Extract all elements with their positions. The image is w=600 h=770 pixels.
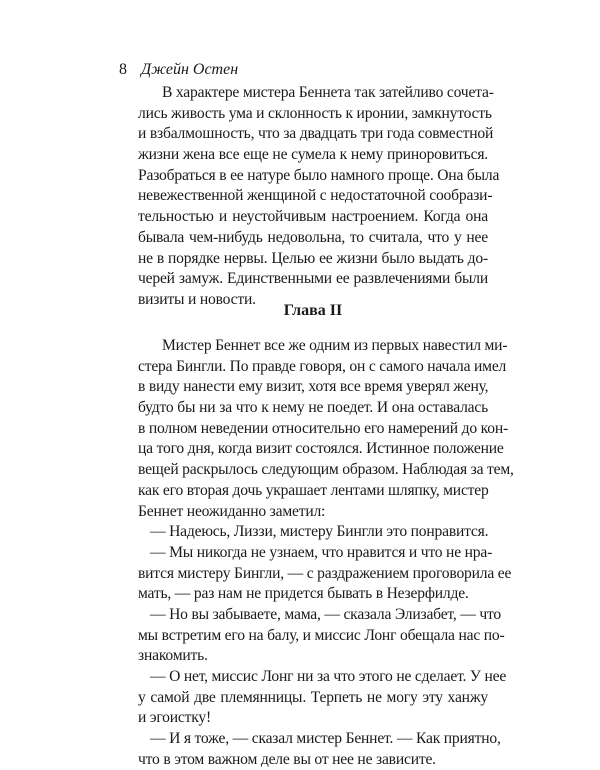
text-line: знакомить. bbox=[138, 647, 208, 665]
chapter-title: Глава II bbox=[283, 302, 343, 319]
text-line: в виду нанести ему визит, хотя все время уверял жену, bbox=[138, 378, 489, 396]
text-line: вещей раскрылось следующим образом. Наблюдая за тем, bbox=[138, 461, 514, 479]
text-line: у самой две племянницы. Терпеть не могу эту ханжу bbox=[138, 688, 488, 706]
dialogue-line: — И я тоже, — сказал мистер Беннет. — Как приятно, bbox=[150, 730, 501, 748]
text-line: стера Бингли. По правде говоря, он с самого начала имел bbox=[138, 357, 507, 375]
text-line: мать, — раз нам не придется бывать в Незерфилде. bbox=[138, 585, 469, 603]
text-line: Мистер Беннет все же одним из первых навестил ми- bbox=[162, 337, 508, 354]
dialogue-line: — Но вы забываете, мама, — сказала Элизабет, — что bbox=[150, 605, 501, 623]
text-line: и эгоистку! bbox=[138, 709, 211, 727]
running-header-author: Джейн Остен bbox=[141, 61, 239, 78]
text-line: мы встретим его на балу, и миссис Лонг обещала нас по- bbox=[138, 626, 505, 644]
page-number: 8 bbox=[119, 61, 127, 78]
text-line: лись живость ума и склонность к иронии, замкнутость bbox=[138, 104, 492, 122]
text-line: и взбалмошность, что за двадцать три года совместной bbox=[138, 125, 494, 143]
dialogue-line: — Надеюсь, Лиззи, мистеру Бингли это понравится. bbox=[150, 523, 489, 541]
text-line: тельностью и неустойчивым настроением. Когда она bbox=[138, 208, 488, 226]
text-line: будто бы ни за что к нему не поедет. И она оставалась bbox=[138, 399, 488, 417]
text-line: что в этом важном деле вы от нее не зависите. bbox=[138, 750, 436, 768]
text-line: Беннет неожиданно заметил: bbox=[138, 502, 326, 520]
text-line: бывала чем-нибудь недовольна, то считала, что у нее bbox=[138, 228, 488, 246]
text-line: невежественной женщиной с недостаточной сообрази- bbox=[138, 187, 493, 205]
text-line: вится мистеру Бингли, — с раздражением проговорила ее bbox=[138, 564, 512, 582]
text-line: не в порядке нервы. Целью ее жизни было выдать до- bbox=[138, 249, 488, 267]
chapter-body-text bbox=[138, 336, 514, 770]
text-line: В характере мистера Беннета так затейливо сочета- bbox=[162, 84, 494, 101]
text-line: как его вторая дочь украшает лентами шляпку, мистер bbox=[138, 481, 489, 499]
text-line: черей замуж. Единственными ее развлечениями были bbox=[138, 270, 488, 288]
text-line: визиты и новости. bbox=[138, 290, 256, 308]
text-line: в полном неведении относительно его намерений до кон- bbox=[138, 419, 508, 437]
dialogue-line: — Мы никогда не узнаем, что нравится и что не нра- bbox=[150, 543, 493, 561]
text-line: ца того дня, когда визит состоялся. Истинное положение bbox=[138, 440, 504, 458]
dialogue-line: — О нет, миссис Лонг ни за что этого не сделает. У нее bbox=[150, 668, 507, 685]
running-header bbox=[119, 60, 238, 80]
text-line: жизни жена все еще не сумела к нему приноровиться. bbox=[138, 146, 488, 164]
text-line: Разобраться в ее натуре было намного проще. Она была bbox=[138, 166, 500, 184]
paragraph-character-description bbox=[138, 83, 500, 311]
